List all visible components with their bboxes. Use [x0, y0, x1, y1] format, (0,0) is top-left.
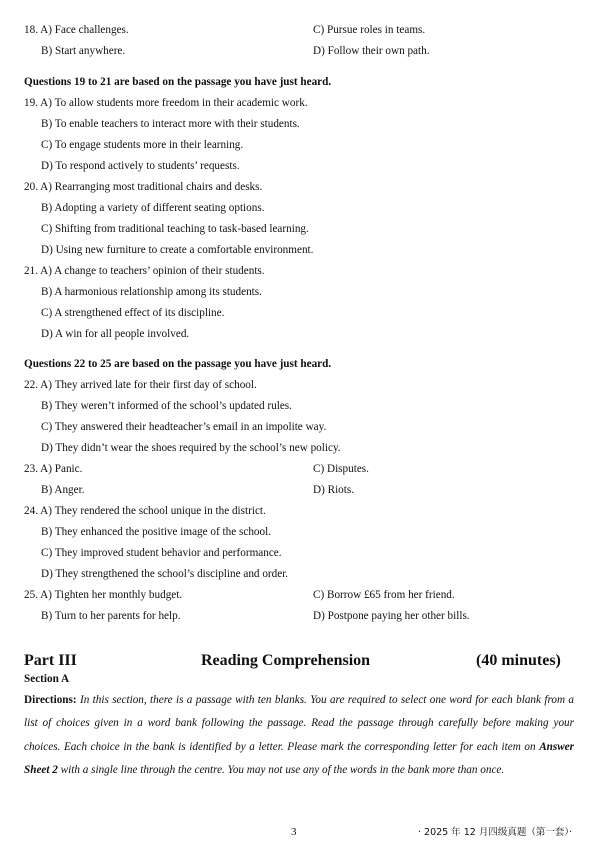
directions-paragraph	[24, 689, 574, 783]
q20-option-d: D) Using new furniture to create a comfortable environment.	[41, 244, 314, 256]
q19-option-c: C) To engage students more in their learning.	[41, 139, 244, 151]
q21-option-a: 21. A) A change to teachers’ opinion of their students.	[24, 265, 265, 277]
q24-option-b: B) They enhanced the positive image of the school.	[41, 526, 272, 538]
q19-option-d: D) To respond actively to students’ requests.	[41, 160, 240, 172]
q23-option-b: B) Anger.	[41, 484, 85, 496]
q20-option-c: C) Shifting from traditional teaching to task-based learning.	[41, 223, 309, 235]
q21-option-c: C) A strengthened effect of its discipline.	[41, 307, 225, 319]
q18-option-a: 18. A) Face challenges.	[24, 24, 129, 36]
q25-option-b: B) Turn to her parents for help.	[41, 610, 181, 622]
q18-option-d: D) Follow their own path.	[313, 45, 430, 57]
directions-text-1: In this section, there is a passage with ten blanks. You are required to select one word for each blank from a list of choices given in a word bank following the passage. Read the passage through carefully before making your choices. Each choice in the bank is identified by a letter. Please mark the corresponding letter for each item on	[24, 694, 575, 753]
q22-option-c: C) They answered their headteacher’s email in an impolite way.	[41, 421, 327, 433]
q25-option-c: C) Borrow £65 from her friend.	[313, 589, 455, 601]
section-label: Section A	[24, 673, 70, 685]
q19-option-a: 19. A) To allow students more freedom in their academic work.	[24, 97, 308, 109]
section-heading-22-25: Questions 22 to 25 are based on the passage you have just heard.	[24, 358, 332, 370]
q21-option-d: D) A win for all people involved.	[41, 328, 190, 340]
q24-option-c: C) They improved student behavior and performance.	[41, 547, 282, 559]
part-time: (40 minutes)	[476, 652, 561, 669]
directions-label: Directions:	[24, 694, 77, 706]
directions-text-2: with a single line through the centre. You may not use any of the words in the bank more than once.	[60, 764, 505, 777]
part-label: Part III	[24, 652, 77, 669]
q20-option-a: 20. A) Rearranging most traditional chairs and desks.	[24, 181, 263, 193]
q24-option-a: 24. A) They rendered the school unique in the district.	[24, 505, 266, 517]
q19-option-b: B) To enable teachers to interact more with their students.	[41, 118, 300, 130]
q22-option-a: 22. A) They arrived late for their first day of school.	[24, 379, 257, 391]
q23-option-a: 23. A) Panic.	[24, 463, 83, 475]
q25-option-d: D) Postpone paying her other bills.	[313, 610, 470, 622]
exam-label: · 2025 年 12 月四级真题（第一套）·	[418, 827, 573, 838]
q20-option-b: B) Adopting a variety of different seating options.	[41, 202, 265, 214]
q18-option-c: C) Pursue roles in teams.	[313, 24, 426, 36]
page-number: 3	[291, 826, 297, 838]
section-heading-19-21: Questions 19 to 21 are based on the passage you have just heard.	[24, 76, 332, 88]
q24-option-d: D) They strengthened the school’s discipline and order.	[41, 568, 289, 580]
q23-option-d: D) Riots.	[313, 484, 355, 496]
q18-option-b: B) Start anywhere.	[41, 45, 126, 57]
q22-option-d: D) They didn’t wear the shoes required by the school’s new policy.	[41, 442, 341, 454]
part-title: Reading Comprehension	[201, 652, 371, 669]
q23-option-c: C) Disputes.	[313, 463, 369, 475]
q25-option-a: 25. A) Tighten her monthly budget.	[24, 589, 183, 601]
answer-sheet-label: Answer Sheet 2	[24, 740, 575, 777]
q22-option-b: B) They weren’t informed of the school’s updated rules.	[41, 400, 292, 412]
q21-option-b: B) A harmonious relationship among its students.	[41, 286, 262, 298]
